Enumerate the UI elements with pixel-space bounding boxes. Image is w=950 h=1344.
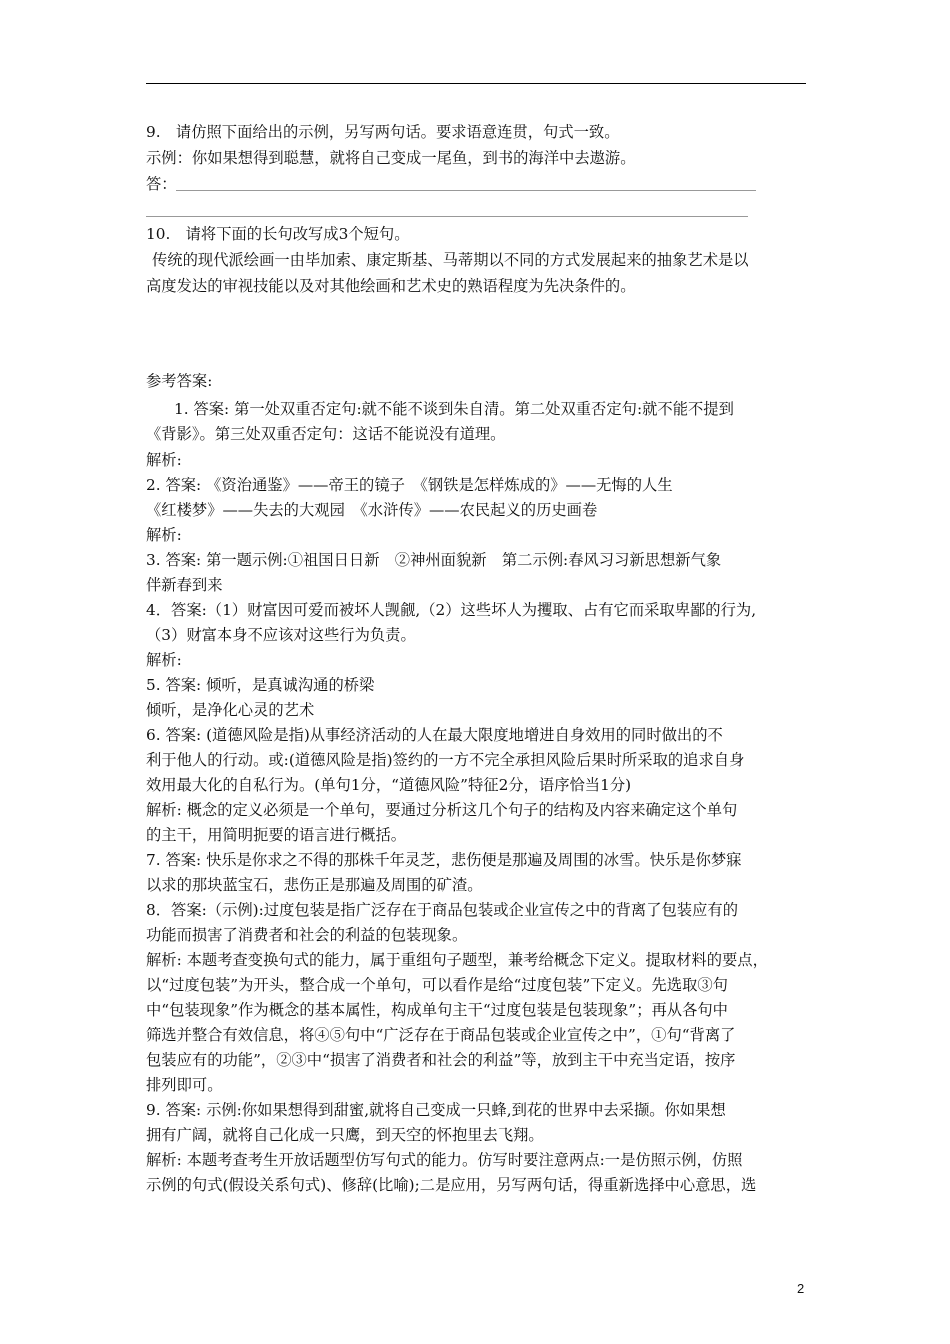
answer-line: 效用最大化的自私行为。(单句1分，“道德风险”特征2分，语序恰当1分) <box>146 776 632 794</box>
answer-line: 7. 答案: 快乐是你求之不得的那株千年灵芝，悲伤便是那遍及周围的冰雪。快乐是你梦寐 <box>146 851 742 869</box>
answer-line: 功能而损害了消费者和社会的利益的包装现象。 <box>146 926 468 944</box>
header-rule <box>146 83 806 84</box>
answer-line: 的主干，用简明扼要的语言进行概括。 <box>146 826 407 844</box>
answer-line: 8．答案:（示例):过度包装是指广泛存在于商品包装或企业宣传之中的背离了包装应有的 <box>146 901 738 919</box>
answer-line: 示例的句式(假设关系句式)、修辞(比喻);二是应用，另写两句话，得重新选择中心意思，选 <box>146 1176 757 1194</box>
answer-line: 利于他人的行动。或:(道德风险是指)签约的一方不完全承担风险后果时所采取的追求自身 <box>146 751 745 769</box>
answer-line: 5. 答案: 倾听，是真诚沟通的桥梁 <box>146 676 375 694</box>
question-9-stem: 9. 请仿照下面给出的示例，另写两句话。要求语意连贯，句式一致。 <box>146 123 620 141</box>
question-10-text-line-2: 高度发达的审视技能以及对其他绘画和艺术史的熟语程度为先决条件的。 <box>146 277 636 295</box>
question-10-text-line-1: 传统的现代派绘画一由毕加索、康定斯基、马蒂期以不同的方式发展起来的抽象艺术是以 <box>152 251 749 269</box>
answer-line: 解析: <box>146 451 182 469</box>
question-9-example: 示例：你如果想得到聪慧，就将自己变成一尾鱼，到书的海洋中去遨游。 <box>146 149 636 167</box>
answer-line: 4．答案:（1）财富因可爱而被坏人觊觎,（2）这些坏人为攫取、占有它而采取卑鄙的行为, <box>146 601 757 619</box>
answer-blank-line-2[interactable] <box>146 216 748 217</box>
answer-line: 2. 答案: 《资治通鉴》——帝王的镜子 《钢铁是怎样炼成的》——无悔的人生 <box>146 476 673 494</box>
answer-blank-line-1[interactable] <box>176 190 756 191</box>
answer-line: 解析: 概念的定义必须是一个单句，要通过分析这几个句子的结构及内容来确定这个单句 <box>146 801 738 819</box>
answer-line: 6. 答案: (道德风险是指)从事经济活动的人在最大限度地增进自身效用的同时做出的不 <box>146 726 723 744</box>
answer-line: （3）财富本身不应该对这些行为负责。 <box>146 626 416 644</box>
page-number: 2 <box>797 1281 805 1296</box>
answer-line: 排列即可。 <box>146 1076 223 1094</box>
answer-line: 9. 答案: 示例:你如果想得到甜蜜,就将自己变成一只蜂,到花的世界中去采撷。你如果想 <box>146 1101 726 1119</box>
answer-line: 《背影》。第三处双重否定句：这话不能说没有道理。 <box>146 425 506 443</box>
answer-line: 包装应有的功能”，②③中“损害了消费者和社会的利益”等，放到主干中充当定语，按序 <box>146 1051 736 1069</box>
answer-line: 筛选并整合有效信息，将④⑤句中“广泛存在于商品包装或企业宣传之中”，①句“背离了 <box>146 1026 736 1044</box>
answer-line: 3. 答案: 第一题示例:①祖国日日新 ②神州面貌新 第二示例:春风习习新思想新气象 <box>146 551 722 569</box>
question-10-stem: 10. 请将下面的长句改写成3个短句。 <box>146 225 410 243</box>
answer-line: 《红楼梦》——失去的大观园 《水浒传》——农民起义的历史画卷 <box>146 501 598 519</box>
answer-line: 中“包装现象”作为概念的基本属性，构成单句主干“过度包装是包装现象”；再从各句中 <box>146 1001 728 1019</box>
answer-line: 解析: 本题考查考生开放话题型仿写句式的能力。仿写时要注意两点:一是仿照示例，仿照 <box>146 1151 743 1169</box>
answer-line: 解析: 本题考查变换句式的能力，属于重组句子题型，兼考给概念下定义。提取材料的要点， <box>146 951 768 969</box>
answer-line: 以求的那块蓝宝石，悲伤正是那遍及周围的矿渣。 <box>146 876 483 894</box>
answer-line: 1. 答案: 第一处双重否定句:就不能不谈到朱自清。第二处双重否定句:就不能不提到 <box>174 400 734 418</box>
answers-heading: 参考答案: <box>146 372 213 390</box>
answer-line: 以“过度包装”为开头，整合成一个单句，可以看作是给“过度包装”下定义。先选取③句 <box>146 976 728 994</box>
answer-line: 解析: <box>146 651 182 669</box>
question-9-answer-label: 答： <box>146 175 177 193</box>
answer-line: 伴新春到来 <box>146 576 223 594</box>
answer-line: 倾听，是净化心灵的艺术 <box>146 701 315 719</box>
answer-line: 解析: <box>146 526 182 544</box>
answer-line: 拥有广阔，就将自己化成一只鹰，到天空的怀抱里去飞翔。 <box>146 1126 544 1144</box>
